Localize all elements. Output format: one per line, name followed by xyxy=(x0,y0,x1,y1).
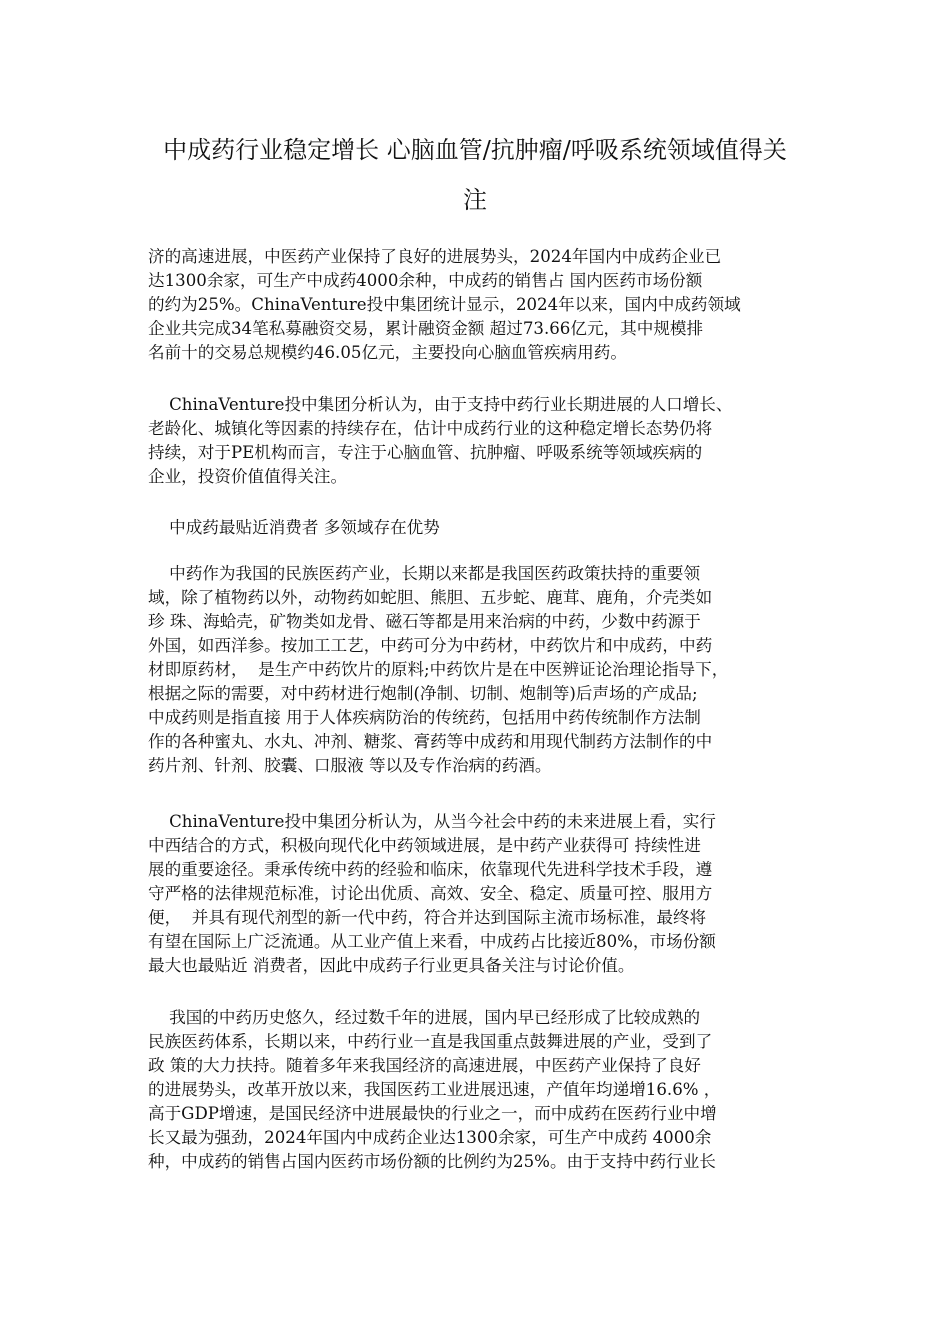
text-line: 展的重要途径。秉承传统中药的经验和临床，依靠现代先进科学技术手段，遵 xyxy=(148,860,713,879)
text-line: 的进展势头，改革开放以来，我国医药工业进展迅速，产值年均递增16.6% ， xyxy=(148,1080,721,1099)
text-line: 外国，如西洋参。按加工工艺，中药可分为中药材，中药饮片和中成药，中药 xyxy=(148,636,713,655)
paragraph-5 xyxy=(148,1006,818,1174)
document-title-line-1: 中成药行业稳定增长 心脑血管/抗肿瘤/呼吸系统领域值得关 xyxy=(163,136,787,164)
paragraph-4 xyxy=(148,810,818,978)
text-line: 珍 珠、海蛤壳，矿物类如龙骨、磁石等都是用来治病的中药，少数中药源于 xyxy=(148,612,701,631)
text-line: 中药作为我国的民族医药产业，长期以来都是我国医药政策扶持的重要领 xyxy=(148,564,701,583)
text-line: 有望在国际上广泛流通。从工业产值上来看，中成药占比接近80%，市场份额 xyxy=(148,932,716,951)
document-title-line-2: 注 xyxy=(463,186,487,214)
text-line: 种，中成药的销售占国内医药市场份额的比例约为25%。由于支持中药行业长 xyxy=(148,1152,716,1171)
text-line: ChinaVenture投中集团分析认为，由于支持中药行业长期进展的人口增长、 xyxy=(148,395,733,414)
text-line: ChinaVenture投中集团分析认为，从当今社会中药的未来进展上看，实行 xyxy=(148,812,716,831)
text-line: 民族医药体系，长期以来，中药行业一直是我国重点鼓舞进展的产业，受到了 xyxy=(148,1032,713,1051)
section-heading xyxy=(148,516,818,540)
paragraph-2 xyxy=(148,393,818,489)
text-line: 持续，对于PE机构而言，专注于心脑血管、抗肿瘤、呼吸系统等领域疾病的 xyxy=(148,443,703,462)
text-line: 达1300余家，可生产中成药4000余种，中成药的销售占 国内医药市场份额 xyxy=(148,271,703,290)
text-line: 域，除了植物药以外，动物药如蛇胆、熊胆、五步蛇、鹿茸、鹿角，介壳类如 xyxy=(148,588,713,607)
text-line: 中西结合的方式，积极向现代化中药领域进展，是中药产业获得可 持续性进 xyxy=(148,836,701,855)
text-line: 名前十的交易总规模约46.05亿元，主要投向心脑血管疾病用药。 xyxy=(148,343,627,362)
text-line: 的约为25%。ChinaVenture投中集团统计显示，2024年以来，国内中成药领域 xyxy=(148,295,741,314)
text-line: 中成药则是指直接 用于人体疾病防治的传统药，包括用中药传统制作方法制 xyxy=(148,708,701,727)
text-line: 守严格的法律规范标准，讨论出优质、高效、安全、稳定、质量可控、服用方 xyxy=(148,884,713,903)
text-line: 企业共完成34笔私募融资交易，累计融资金额 超过73.66亿元，其中规模排 xyxy=(148,319,704,338)
text-line: 我国的中药历史悠久，经过数千年的进展，国内早已经形成了比较成熟的 xyxy=(148,1008,701,1027)
text-line: 企业，投资价值值得关注。 xyxy=(148,467,348,486)
text-line: 高于GDP增速，是国民经济中进展最快的行业之一，而中成药在医药行业中增 xyxy=(148,1104,717,1123)
text-line: 中成药最贴近消费者 多领域存在优势 xyxy=(148,518,440,537)
text-line: 政 策的大力扶持。随着多年来我国经济的高速进展，中医药产业保持了良好 xyxy=(148,1056,701,1075)
paragraph-1 xyxy=(148,245,818,365)
text-line: 药片剂、针剂、胶囊、口服液 等以及专作治病的药酒。 xyxy=(148,756,552,775)
paragraph-3 xyxy=(148,562,818,778)
text-line: 根据之际的需要，对中药材进行炮制(净制、切制、炮制等)后声场的产成品; xyxy=(148,684,698,703)
text-line: 长又最为强劲，2024年国内中成药企业达1300余家，可生产中成药 4000余 xyxy=(148,1128,712,1147)
text-line: 老龄化、城镇化等因素的持续存在，估计中成药行业的这种稳定增长态势仍将 xyxy=(148,419,713,438)
text-line: 济的高速进展，中医药产业保持了良好的进展势头，2024年国内中成药企业已 xyxy=(148,247,722,266)
text-line: 便， 并具有现代剂型的新一代中药，符合并达到国际主流市场标准，最终将 xyxy=(148,908,707,927)
text-line: 作的各种蜜丸、水丸、冲剂、糖浆、膏药等中成药和用现代制药方法制作的中 xyxy=(148,732,713,751)
text-line: 最大也最贴近 消费者，因此中成药子行业更具备关注与讨论价值。 xyxy=(148,956,635,975)
text-line: 材即原药材， 是生产中药饮片的原料;中药饮片是在中医辨证论治理论指导下， xyxy=(148,660,729,679)
